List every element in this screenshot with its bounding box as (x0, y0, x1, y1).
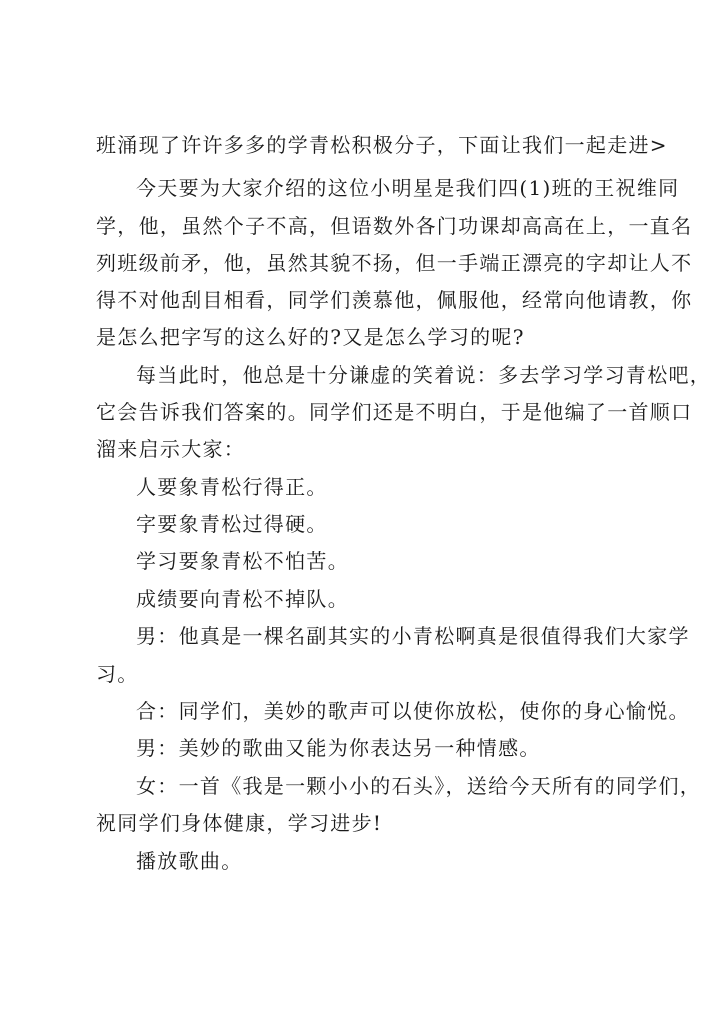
paragraph-line: 每当此时，他总是十分谦虚的笑着说：多去学习学习青松吧， (136, 363, 712, 387)
stage-direction-line: 播放歌曲。 (136, 849, 243, 873)
dialogue-line: 合：同学们，美妙的歌声可以使你放松，使你的身心愉悦。 (136, 699, 690, 723)
verse-line: 学习要象青松不怕苦。 (136, 549, 349, 573)
verse-line: 字要象青松过得硬。 (136, 512, 328, 536)
paragraph-line: 今天要为大家介绍的这位小明星是我们四(1)班的王祝维同 (136, 176, 680, 200)
paragraph-line: 习。 (96, 662, 139, 686)
verse-line: 人要象青松行得正。 (136, 475, 328, 499)
dialogue-line: 男：美妙的歌曲又能为你表达另一种情感。 (136, 736, 541, 760)
paragraph-line: 列班级前矛，他，虽然其貌不扬，但一手端正漂亮的字却让人不 (96, 251, 693, 275)
dialogue-line: 女：一首《我是一颗小小的石头》，送给今天所有的同学们， (136, 774, 702, 798)
paragraph-line: 班涌现了许许多多的学青松积极分子，下面让我们一起走进> (96, 133, 668, 157)
paragraph-line: 得不对他刮目相看，同学们羡慕他，佩服他，经常向他请教，你 (96, 288, 693, 312)
paragraph-line: 它会告诉我们答案的。同学们还是不明白，于是他编了一首顺口 (96, 400, 693, 424)
verse-line: 成绩要向青松不掉队。 (136, 587, 349, 611)
paragraph-line: 是怎么把字写的这么好的?又是怎么学习的呢? (96, 325, 525, 349)
paragraph-line: 溜来启示大家： (96, 437, 246, 461)
paragraph-line: 祝同学们身体健康，学习进步! (96, 811, 383, 835)
paragraph-line: 学，他，虽然个子不高，但语数外各门功课却高高在上，一直名 (96, 214, 693, 238)
dialogue-line: 男：他真是一棵名副其实的小青松啊真是很值得我们大家学 (136, 624, 690, 648)
